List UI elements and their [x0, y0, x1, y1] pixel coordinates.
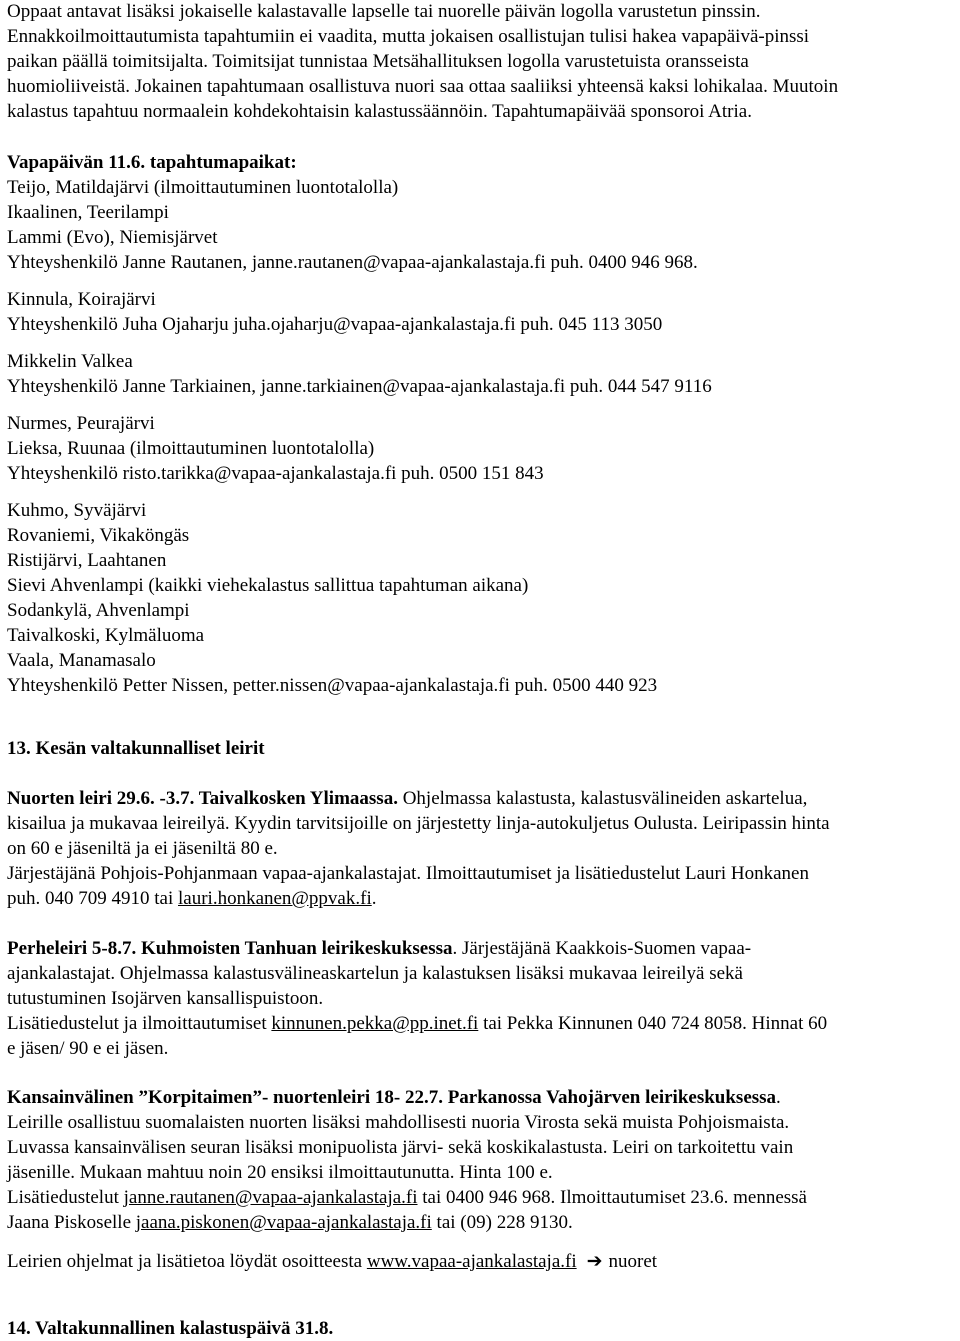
venue-group [7, 498, 657, 698]
section-14-heading: 14. Valtakunnallinen kalastuspäivä 31.8. [7, 1318, 334, 1339]
venue-group [7, 287, 662, 337]
venue-line: Nurmes, Peurajärvi [7, 413, 155, 434]
camp-line: on 60 e jäseniltä ja ei jäseniltä 80 e. [7, 838, 278, 859]
camp-line: Nuorten leiri 29.6. -3.7. Taivalkosken Ylimaassa. Ohjelmassa kalastusta, kalastusvälineiden askartelua, [7, 788, 808, 809]
contact-line: Yhteyshenkilö Janne Tarkiainen, janne.tarkiainen@vapaa-ajankalastaja.fi puh. 044 547 9116 [7, 376, 712, 397]
intro-line: paikan päällä toimitsijalta. Toimitsijat tunnistaa Metsähallituksen logolla varustetuista oransseista [7, 51, 749, 72]
camp-line: Jaana Piskoselle jaana.piskonen@vapaa-ajankalastaja.fi tai (09) 228 9130. [7, 1212, 573, 1233]
venue-line: Lammi (Evo), Niemisjärvet [7, 227, 218, 248]
venue-group [7, 411, 544, 486]
email-link[interactable]: janne.rautanen@vapaa-ajankalastaja.fi [123, 1187, 418, 1208]
venue-line: Lieksa, Ruunaa (ilmoittautuminen luontotalolla) [7, 438, 375, 459]
camps-footer: Leirien ohjelmat ja lisätietoa löydät osoitteesta www.vapaa-ajankalastaja.fi ➔ nuoret [7, 1251, 658, 1272]
contact-line: Yhteyshenkilö Petter Nissen, petter.nissen@vapaa-ajankalastaja.fi puh. 0500 440 923 [7, 675, 658, 696]
venues-heading: Vapapäivän 11.6. tapahtumapaikat: [7, 152, 297, 173]
camp-title: Nuorten leiri 29.6. -3.7. Taivalkosken Ylimaassa [7, 788, 394, 809]
venue-line: Teijo, Matildajärvi (ilmoittautuminen luontotalolla) [7, 177, 399, 198]
camp-line: Leirille osallistuu suomalaisten nuorten lisäksi mahdollisesti nuoria Virosta sekä muista Pohjoismaista. [7, 1112, 790, 1133]
camp-line: Lisätiedustelut ja ilmoittautumiset kinnunen.pekka@pp.inet.fi tai Pekka Kinnunen 040 724 8058. Hinnat 60 [7, 1013, 828, 1034]
section-13-heading: 13. Kesän valtakunnalliset leirit [7, 738, 265, 759]
website-link[interactable]: www.vapaa-ajankalastaja.fi [366, 1251, 577, 1272]
intro-line: kalastus tapahtuu normaalein kohdekohtaisin kalastussäännöin. Tapahtumapäivää sponsoroi Atria. [7, 101, 752, 122]
arrow-right-icon: ➔ [586, 1251, 603, 1272]
camp-line: ajankalastajat. Ohjelmassa kalastusvälineaskartelun ja kalastuksen lisäksi mukavaa leireilyä sekä [7, 963, 743, 984]
camp-line: Perheleiri 5-8.7. Kuhmoisten Tanhuan leirikeskuksessa. Järjestäjänä Kaakkois-Suomen vapaa- [7, 938, 752, 959]
intro-line: Oppaat antavat lisäksi jokaiselle kalastavalle lapselle tai nuorelle päivän logolla varustetun pinssin. [7, 1, 761, 22]
contact-line: Yhteyshenkilö risto.tarikka@vapaa-ajankalastaja.fi puh. 0500 151 843 [7, 463, 544, 484]
camp-text: Järjestäjänä Kaakkois-Suomen vapaa- [462, 938, 752, 959]
intro-paragraph [7, 0, 838, 124]
camp-line: puh. 040 709 4910 tai lauri.honkanen@ppvak.fi. [7, 888, 377, 909]
venue-line: Mikkelin Valkea [7, 351, 133, 372]
camp-nuorten-leiri [7, 786, 830, 911]
camp-line: e jäsen/ 90 e ei jäsen. [7, 1038, 169, 1059]
camp-korpitaimen [7, 1085, 807, 1235]
venue-line: Kinnula, Koirajärvi [7, 289, 156, 310]
intro-line: huomioliiveistä. Jokainen tapahtumaan osallistuva nuori saa ottaa saaliiksi yhteensä kaksi lohikalaa. Muutoin [7, 76, 839, 97]
camp-line: Luvassa kansainvälisen seuran lisäksi monipuolista järvi- sekä koskikalastusta. Leiri on tarkoitettu vain [7, 1137, 794, 1158]
venue-line: Ikaalinen, Teerilampi [7, 202, 169, 223]
contact-line: Yhteyshenkilö Janne Rautanen, janne.rautanen@vapaa-ajankalastaja.fi puh. 0400 946 968. [7, 252, 698, 273]
venue-group [7, 175, 698, 275]
camp-line: Lisätiedustelut janne.rautanen@vapaa-ajankalastaja.fi tai 0400 946 968. Ilmoittautumiset 23.6. mennessä [7, 1187, 807, 1208]
venue-line: Rovaniemi, Vikaköngäs [7, 525, 190, 546]
camp-line: tutustuminen Isojärven kansallispuistoon. [7, 988, 324, 1009]
email-link[interactable]: kinnunen.pekka@pp.inet.fi [271, 1013, 479, 1034]
camp-title: Kansainvälinen ”Korpitaimen”- nuortenleiri 18- 22.7. Parkanossa Vahojärven leirikeskuksessa [7, 1087, 777, 1108]
email-link[interactable]: jaana.piskonen@vapaa-ajankalastaja.fi [135, 1212, 432, 1233]
venue-line: Ristijärvi, Laahtanen [7, 550, 167, 571]
camp-line: Kansainvälinen ”Korpitaimen”- nuortenleiri 18- 22.7. Parkanossa Vahojärven leirikeskuksessa. [7, 1087, 781, 1108]
venue-line: Taivalkoski, Kylmäluoma [7, 625, 205, 646]
venue-line: Sievi Ahvenlampi (kaikki viehekalastus sallittua tapahtuman aikana) [7, 575, 529, 596]
camp-perheleiri [7, 936, 827, 1061]
venue-line: Kuhmo, Syväjärvi [7, 500, 147, 521]
intro-line: Ennakkoilmoittautumista tapahtumiin ei vaadita, mutta jokaisen osallistujan tulisi hakea vapapäivä-pinssi [7, 26, 810, 47]
contact-line: Yhteyshenkilö Juha Ojaharju juha.ojaharju@vapaa-ajankalastaja.fi puh. 045 113 3050 [7, 314, 663, 335]
venue-group [7, 349, 712, 399]
venue-line: Sodankylä, Ahvenlampi [7, 600, 190, 621]
camp-line: jäsenille. Mukaan mahtuu noin 20 ensiksi ilmoittautunutta. Hinta 100 e. [7, 1162, 553, 1183]
camp-title: Perheleiri 5-8.7. Kuhmoisten Tanhuan leirikeskuksessa [7, 938, 453, 959]
email-link[interactable]: lauri.honkanen@ppvak.fi [178, 888, 372, 909]
camp-text: Ohjelmassa kalastusta, kalastusvälineiden askartelua, [402, 788, 808, 809]
camp-line: kisailua ja mukavaa leireilyä. Kyydin tarvitsijoille on järjestetty linja-autokuljetus Oulusta. Leiripassin hinta [7, 813, 830, 834]
venue-line: Vaala, Manamasalo [7, 650, 156, 671]
camp-line: Järjestäjänä Pohjois-Pohjanmaan vapaa-ajankalastajat. Ilmoittautumiset ja lisätiedustelut Lauri Honkanen [7, 863, 809, 884]
